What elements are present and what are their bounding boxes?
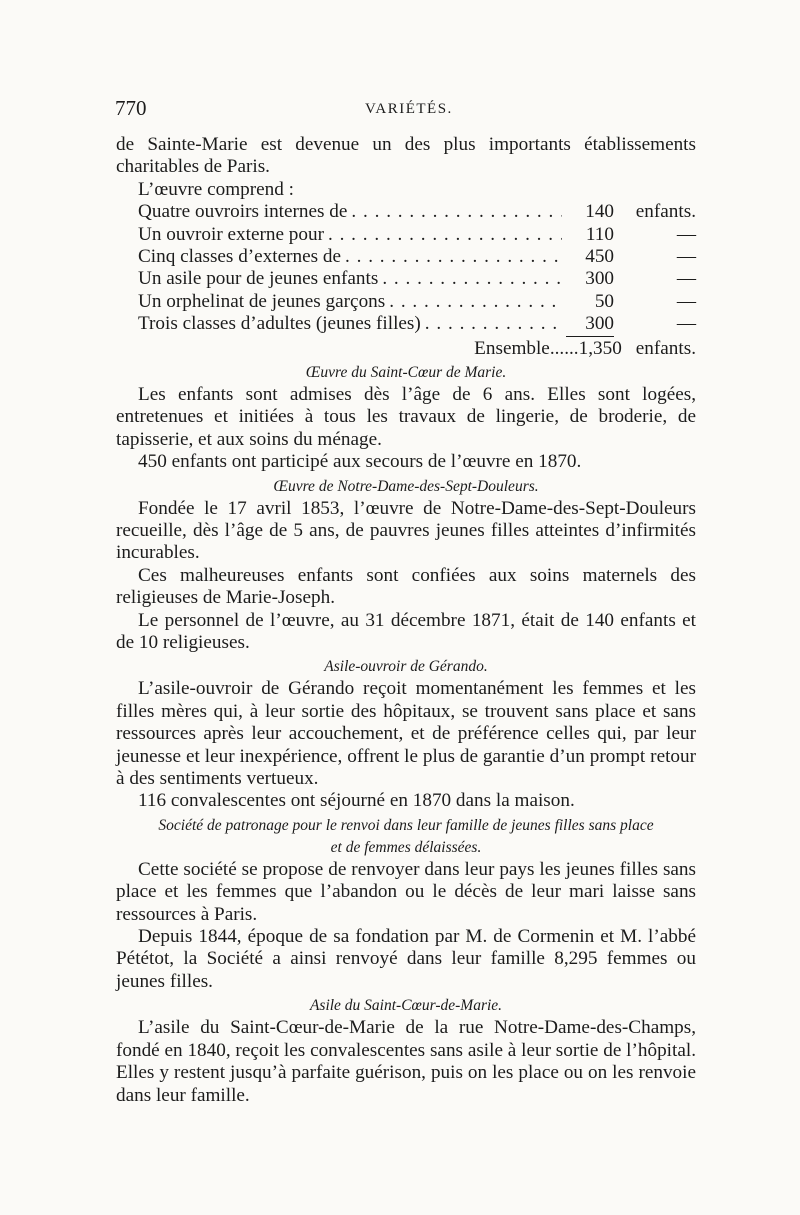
list-item-label: Trois classes d’adultes (jeunes filles) [138,313,421,335]
paragraph: 450 enfants ont participé aux secours de l’œuvre en 1870. [138,451,582,473]
section-title: Œuvre de Notre-Dame-des-Sept-Douleurs. [273,477,539,495]
list-item-label: Un asile pour de jeunes enfants [138,268,379,290]
list-item-unit: — [676,268,696,290]
leader-dots [345,246,562,268]
section-title-line1: Société de patronage pour le renvoi dans leur famille de jeunes filles sans place [158,816,654,834]
total-label: Ensemble...... [474,337,579,359]
list-item-label: Quatre ouvroirs internes de [138,201,348,223]
leader-dots [328,224,562,246]
paragraph: Le personnel de l’œuvre, au 31 décembre 1871, était de 140 enfants et de 10 religieuses. [116,609,696,654]
list-item-label: Cinq classes d’externes de [138,246,342,267]
list-item-value: 110 [585,223,614,245]
page-header [115,96,700,122]
section-title: Asile du Saint-Cœur-de-Marie. [309,997,503,1015]
list-item-unit: — [676,246,696,267]
leader-dots [425,313,562,335]
list-item-value: 300 [566,313,614,336]
total-value: 1,350 [578,337,622,359]
paragraph: L’asile du Saint-Cœur-de-Marie de la rue Notre-Dame-des-Champs, fondé en 1840, reçoit les convalescentes sans asile à leur sortie de l’hôpital. Elles y restent jusqu’à parfaite guérison, puis on les place ou on les renvoie dans leur famille. [116,1017,696,1106]
list-item-value: 450 [585,246,614,267]
list-item-label: Un orphelinat de jeunes garçons [138,290,386,312]
list-item-value: 140 [585,201,614,223]
list-item [116,268,696,290]
page-number: 770 [115,96,147,120]
leader-dots [389,291,562,313]
paragraph: Fondée le 17 avril 1853, l’œuvre de Notre-Dame-des-Sept-Douleurs recueille, dès l’âge de 5 ans, de pauvres jeunes filles atteintes d’infirmités incurables. [116,497,696,564]
list-item [116,246,696,268]
oeuvre-list [116,201,696,360]
section-title: Œuvre du Saint-Cœur de Marie. [305,363,507,381]
paragraph: L’asile-ouvroir de Gérando reçoit momentanément les femmes et les filles mères qui, à leur sortie des hôpitaux, se trouvent sans place et sans ressources après leur accouchement, et de préférence celles qui, par leur jeunesse et leur inexpérience, offrent le plus de garantie d’un prompt retour à des sentiments vertueux. [116,678,696,790]
leader-dots [351,201,562,223]
section-title-line2: et de femmes délaissées. [330,838,482,856]
page-body [116,134,696,1107]
list-item [116,291,696,313]
list-item-unit: — [676,290,696,312]
list-item [116,313,696,335]
intro-paragraph: de Sainte-Marie est devenue un des plus importants établissements charitables de Paris. [116,134,696,178]
paragraph: Ces malheureuses enfants sont confiées aux soins maternels des religieuses de Marie-Joseph. [116,564,696,609]
running-head: VARIÉTÉS. [365,101,453,117]
list-item-unit: — [676,313,696,335]
list-item-unit: enfants. [635,201,696,223]
list-item-unit: — [676,223,696,245]
paragraph: Cette société se propose de renvoyer dans leur pays les jeunes filles sans place et les femmes que l’abandon ou le décès de leur mari laisse sans ressources à Paris. [116,858,696,925]
section-title: Asile-ouvroir de Gérando. [324,658,488,676]
paragraph: Les enfants sont admises dès l’âge de 6 ans. Elles sont logées, entretenues et initiées à tous les travaux de lingerie, de broderie, de tapisserie, et aux soins du ménage. [116,383,696,450]
list-item [116,224,696,246]
total-unit: enfants. [635,337,696,359]
leader-dots [382,268,562,290]
list-item-value: 50 [594,290,614,312]
intro-list-lead: L’œuvre comprend : [138,178,294,200]
list-item-value: 300 [585,268,614,290]
paragraph: 116 convalescentes ont séjourné en 1870 dans la maison. [138,790,575,812]
list-item-label: Un ouvroir externe pour [138,223,324,245]
paragraph: Depuis 1844, époque de sa fondation par M. de Cormenin et M. l’abbé Pététot, la Société a ainsi renvoyé dans leur famille 8,295 femmes ou jeunes filles. [116,926,696,992]
list-total [116,338,696,360]
list-item [116,201,696,223]
